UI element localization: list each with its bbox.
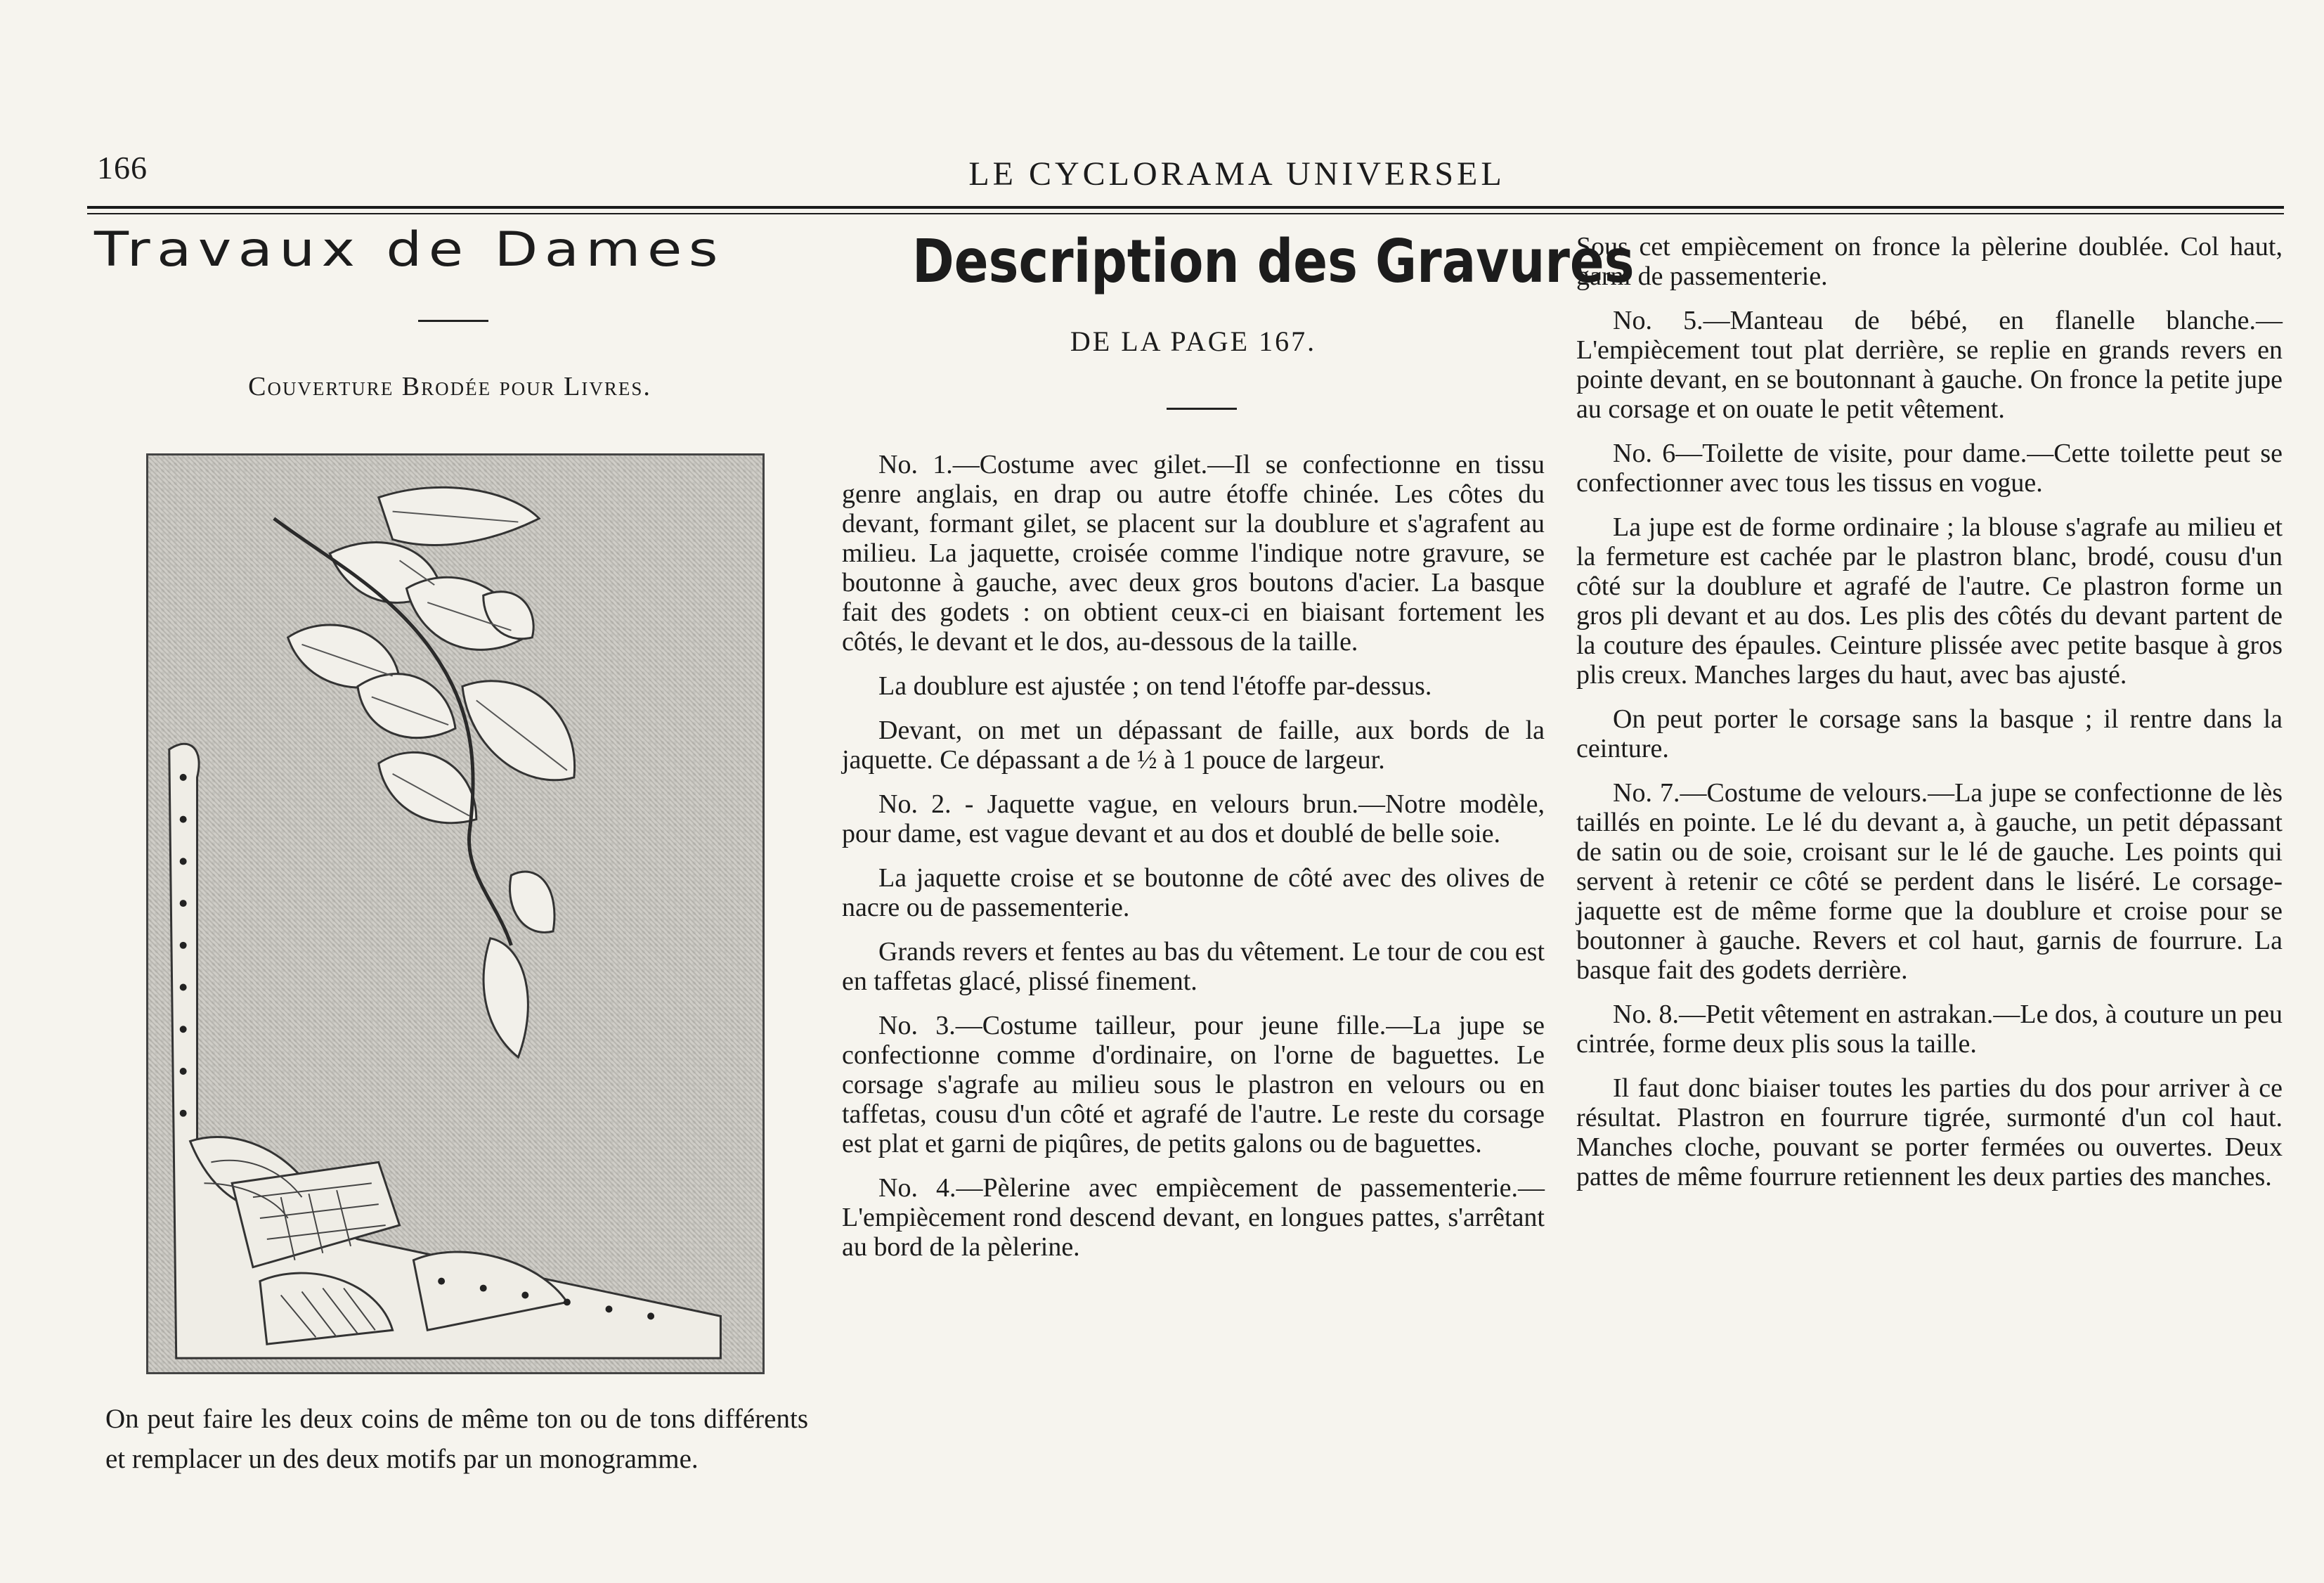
paragraph: La doublure est ajustée ; on tend l'étoffe par-dessus. — [878, 671, 1432, 701]
right-column-text — [1576, 232, 2283, 1206]
figure-caption: On peut faire les deux coins de même ton ou de tons différents et remplacer un des deux motifs par un monogramme. — [105, 1404, 808, 1474]
paragraph: La jupe est de forme ordinaire ; la blouse s'agrafe au milieu et la fermeture est cachée par le plastron blanc, brodé, cousu d'un côté sur la doublure et agrafé de l'autre. Ce plastron forme un gros pli devant et au dos. Les plis des côtés du devant partent de la couture des épaules. Ceinture plissée avec petite basque à gros plis creux. Manches larges du haut, avec bas ajusté. — [1576, 512, 2283, 690]
paragraph: No. 3.—Costume tailleur, pour jeune fille.—La jupe se confectionne comme d'ordinaire, on l'orne de baguettes. Le corsage s'agrafe au milieu sous le plastron en velours ou en taffetas, cousu d'un côté et agrafé de l'autre. Le reste du corsage est plat et garni de piqûres, de petits galons ou de baguettes. — [842, 1011, 1545, 1158]
paragraph: No. 7.—Costume de velours.—La jupe se confectionne de lès taillés en pointe. Le lé du devant a, à gauche, un petit dépassant de satin ou de soie, croisant sur le lé de gauche. Les points qui servent à retenir ce côté se perdent dans le liséré. Le corsage-jaquette est de même forme que la doublure et croise pour se boutonner à gauche. Revers et col haut, garnis de fourrure. La basque fait des godets derrière. — [1576, 778, 2283, 985]
embroidery-illustration — [146, 453, 765, 1374]
paragraph: No. 8.—Petit vêtement en astrakan.—Le dos, à couture un peu cintrée, forme deux plis sous la taille. — [1576, 1000, 2283, 1059]
paragraph: No. 4.—Pèlerine avec empiècement de passementerie.—L'empiècement rond descend devant, en longues pattes, s'arrêtant au bord de la pèlerine. — [842, 1173, 1545, 1262]
paragraph: No. 1.—Costume avec gilet.—Il se confectionne en tissu genre anglais, en drap ou autre étoffe chinée. Les côtes du devant, formant gilet, se placent sur la doublure et s'agrafent au milieu. La jaquette, croisée comme l'indique notre gravure, se boutonne à gauche, avec deux gros boutons d'acier. La basque fait des godets : on obtient ceux-ci en biaisant fortement les côtés, le devant et le dos, au-dessous de la taille. — [842, 450, 1545, 657]
running-title: LE CYCLORAMA UNIVERSEL — [968, 155, 1505, 193]
section-title-description: Description des Gravures — [912, 226, 1635, 297]
middle-column-text — [842, 450, 1545, 1277]
section-title-travaux: Travaux de Dames — [94, 222, 725, 278]
section-subtitle-page-ref: DE LA PAGE 167. — [1070, 325, 1317, 357]
paragraph: La jaquette croise et se boutonne de côté avec des olives de nacre ou de passementerie. — [842, 863, 1545, 922]
paragraph: No. 6—Toilette de visite, pour dame.—Cette toilette peut se confectionner avec tous les tissus en vogue. — [1576, 439, 2283, 498]
paragraph: Il faut donc biaiser toutes les parties du dos pour arriver à ce résultat. Plastron en fourrure tigrée, surmonté d'un col haut. Manches cloche, pouvant se porter fermées ou ouvertes. Deux pattes de même fourrure retiennent les deux parties des manches. — [1576, 1073, 2283, 1191]
figure-subtitle: Couverture Brodée pour Livres. — [248, 372, 651, 401]
paragraph: Devant, on met un dépassant de faille, aux bords de la jaquette. Ce dépassant a de ½ à 1 pouce de largeur. — [842, 716, 1545, 775]
paragraph: Sous cet empiècement on fronce la pèlerine doublée. Col haut, garni de passementerie. — [1576, 232, 2283, 291]
paragraph: No. 5.—Manteau de bébé, en flanelle blanche.—L'empiècement tout plat derrière, se replie en grands revers en pointe devant, en se boutonnant à gauche. On fronce la petite jupe au corsage et on ouate le petit vêtement. — [1576, 306, 2283, 424]
header-rule — [87, 206, 2284, 209]
title-divider — [418, 320, 488, 322]
page-number: 166 — [97, 150, 148, 186]
paragraph: Grands revers et fentes au bas du vêtement. Le tour de cou est en taffetas glacé, plissé finement. — [842, 937, 1545, 996]
description-divider — [1167, 408, 1237, 410]
paragraph: On peut porter le corsage sans la basque ; il rentre dans la ceinture. — [1576, 704, 2283, 763]
embroidery-drawing — [148, 455, 762, 1372]
paragraph: No. 2. - Jaquette vague, en velours brun.—Notre modèle, pour dame, est vague devant et au dos et doublé de belle soie. — [842, 789, 1545, 848]
header-rule-thin — [87, 213, 2284, 214]
